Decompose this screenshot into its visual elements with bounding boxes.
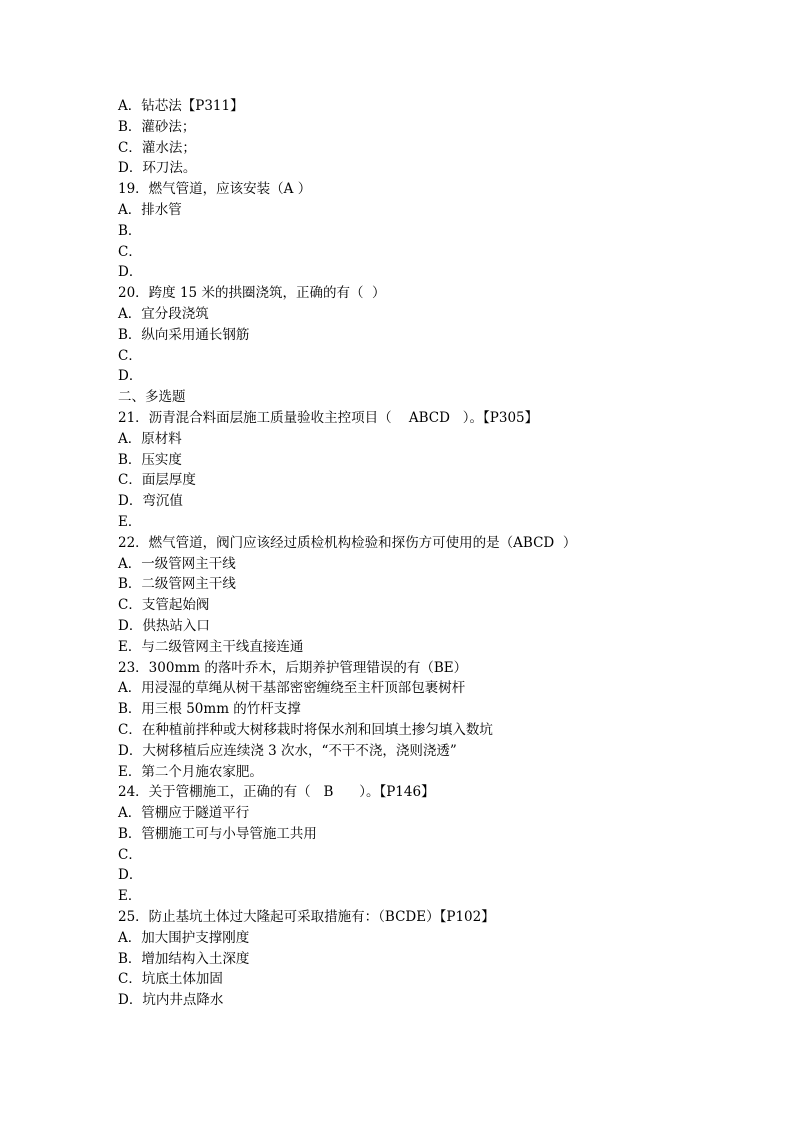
option-d-line: D． bbox=[118, 867, 143, 884]
option-b-line: B．二级管网主干线 bbox=[118, 576, 236, 593]
option-d-line: D．坑内井点降水 bbox=[118, 992, 224, 1009]
question-24: 24．关于管棚施工，正确的有（ B ）。【P146】 bbox=[118, 784, 435, 801]
option-b-line: B．增加结构入土深度 bbox=[118, 950, 250, 967]
option-d-line: D． bbox=[118, 264, 143, 281]
option-c-line: C． bbox=[118, 347, 142, 364]
question-20: 20．跨度 15 米的拱圈浇筑，正确的有（ ） bbox=[118, 285, 386, 302]
option-a-line: A．钻芯法【P311】 bbox=[118, 98, 244, 114]
option-d-line: D．供热站入口 bbox=[118, 617, 210, 634]
option-c-line: C．面层厚度 bbox=[118, 472, 196, 489]
option-a-line: A．用浸湿的草绳从树干基部密密缠绕至主杆顶部包裹树杆 bbox=[118, 680, 466, 697]
option-a-line: A．管棚应于隧道平行 bbox=[118, 805, 250, 822]
document-body bbox=[118, 96, 738, 1011]
option-c-line: C． bbox=[118, 846, 142, 863]
option-c-line: C．坑底土体加固 bbox=[118, 971, 223, 988]
option-c-line: C．灌水法； bbox=[118, 139, 196, 156]
option-c-line: C．在种植前拌种或大树移栽时将保水剂和回填土掺匀填入数坑 bbox=[118, 721, 493, 738]
option-b-line: B．纵向采用通长钢筋 bbox=[118, 326, 250, 343]
option-d-line: D． bbox=[118, 368, 143, 385]
option-c-line: C． bbox=[118, 243, 142, 260]
option-e-line: E． bbox=[118, 888, 142, 905]
question-23: 23．300mm 的落叶乔木，后期养护管理错误的有（BE） bbox=[118, 659, 468, 676]
option-b-line: B．用三根 50mm 的竹杆支撑 bbox=[118, 701, 301, 718]
section-heading: 二、多选题 bbox=[118, 389, 186, 406]
option-b-line: B．灌砂法； bbox=[118, 118, 196, 135]
option-a-line: A．一级管网主干线 bbox=[118, 555, 236, 572]
option-d-line: D．弯沉值 bbox=[118, 493, 183, 510]
option-d-line: D．大树移植后应连续浇 3 次水，“不干不浇，浇则浇透” bbox=[118, 742, 457, 759]
option-b-line: B．管棚施工可与小导管施工共用 bbox=[118, 825, 317, 842]
option-a-line: A．宜分段浇筑 bbox=[118, 305, 209, 322]
question-25: 25．防止基坑土体过大隆起可采取措施有：（BCDE）【P102】 bbox=[118, 909, 495, 926]
question-21: 21．沥青混合料面层施工质量验收主控项目（ ABCD ）。【P305】 bbox=[118, 409, 539, 426]
option-a-line: A．排水管 bbox=[118, 201, 182, 218]
option-a-line: A．加大围护支撑刚度 bbox=[118, 929, 250, 946]
option-d-line: D．环刀法。 bbox=[118, 160, 197, 177]
option-e-line: E．第二个月施农家肥。 bbox=[118, 763, 263, 780]
option-b-line: B．压实度 bbox=[118, 451, 182, 468]
option-e-line: E．与二级管网主干线直接连通 bbox=[118, 638, 304, 655]
option-c-line: C．支管起始阀 bbox=[118, 597, 210, 614]
option-b-line: B． bbox=[118, 222, 142, 239]
question-19: 19．燃气管道，应该安装（A ） bbox=[118, 181, 312, 198]
option-e-line: E． bbox=[118, 513, 142, 530]
question-22: 22．燃气管道，阀门应该经过质检机构检验和探伤方可使用的是（ABCD ） bbox=[118, 534, 577, 551]
option-a-line: A．原材料 bbox=[118, 430, 182, 447]
